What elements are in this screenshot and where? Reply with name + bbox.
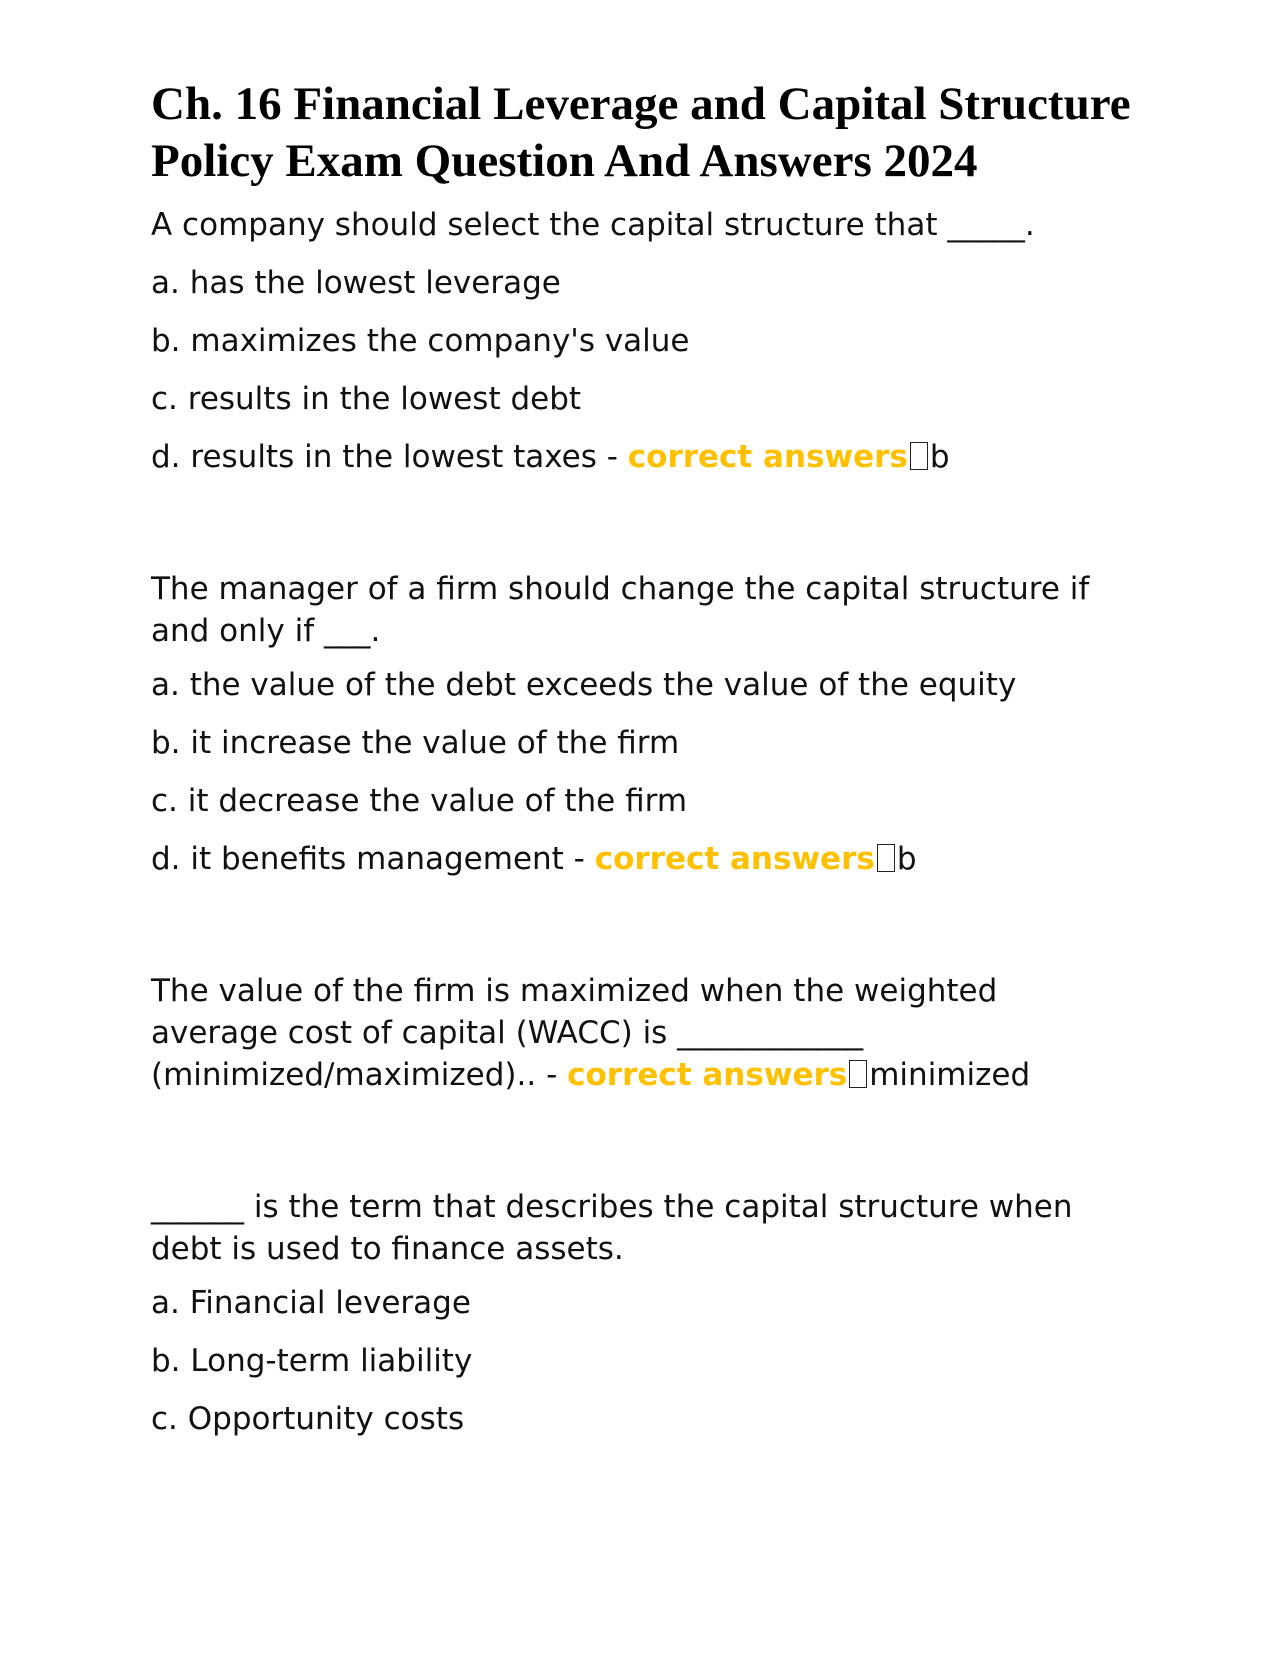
question-block <box>151 1186 1131 1440</box>
answer-option: a. has the lowest leverage <box>151 265 561 301</box>
document-title: Ch. 16 Financial Leverage and Capital Structure Policy Exam Question And Answers 2024 <box>151 78 1131 187</box>
document-page <box>151 76 1131 1456</box>
spacer <box>151 896 1131 970</box>
correct-answers-label: correct answers <box>627 439 908 475</box>
question-stem: The value of the firm is maximized when the weighted average cost of capital (WACC) is ____________ (minimized/maximized).. - <box>151 973 1008 1093</box>
answer-option: d. it benefits management - <box>151 841 595 877</box>
correct-answer-value: b <box>896 841 917 877</box>
question-block <box>151 568 1131 880</box>
answer-option: b. maximizes the company's value <box>151 323 690 359</box>
correct-answers-label: correct answers <box>594 841 875 877</box>
question-block <box>151 970 1131 1096</box>
answer-line <box>151 838 1131 880</box>
answer-option: b. it increase the value of the firm <box>151 725 680 761</box>
answer-line <box>151 970 1131 1096</box>
spacer <box>151 1112 1131 1186</box>
missing-glyph-icon <box>910 442 928 470</box>
answer-option: d. results in the lowest taxes - <box>151 439 628 475</box>
answer-option: a. Financial leverage <box>151 1285 471 1321</box>
missing-glyph-icon <box>849 1060 867 1088</box>
correct-answer-value: minimized <box>869 1057 1031 1093</box>
question-stem: The manager of a firm should change the capital structure if and only if ___. <box>151 571 1100 649</box>
answer-option: b. Long-term liability <box>151 1343 473 1379</box>
answer-option: c. results in the lowest debt <box>151 381 582 417</box>
answer-option: c. Opportunity costs <box>151 1401 465 1437</box>
missing-glyph-icon <box>877 844 895 872</box>
answer-option: c. it decrease the value of the firm <box>151 783 688 819</box>
correct-answers-label: correct answers <box>567 1057 848 1093</box>
question-stem: A company should select the capital structure that _____. <box>151 207 1035 243</box>
question-stem: ______ is the term that describes the capital structure when debt is used to finance assets. <box>151 1189 1083 1267</box>
answer-line <box>151 436 1131 478</box>
question-block <box>151 204 1131 478</box>
spacer <box>151 494 1131 568</box>
answer-option: a. the value of the debt exceeds the value of the equity <box>151 667 1017 703</box>
correct-answer-value: b <box>929 439 950 475</box>
